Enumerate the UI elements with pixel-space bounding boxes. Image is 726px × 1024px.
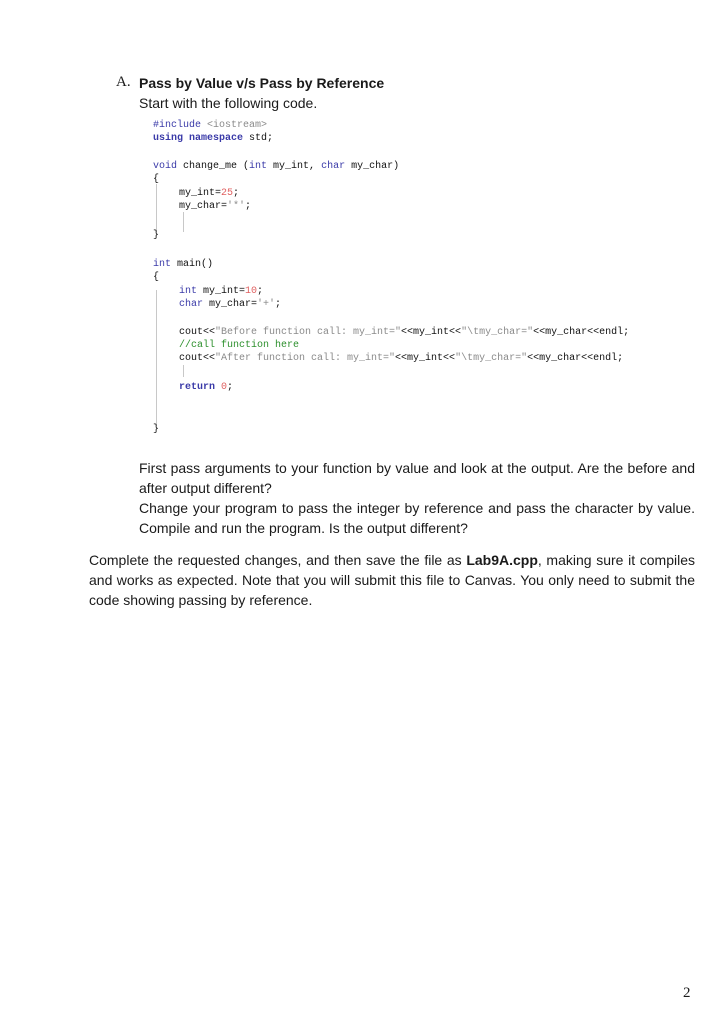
paragraph-pass-by-reference: Change your program to pass the integer by reference and pass the character by value. Compile and run the program. Is the output different? <box>139 500 695 536</box>
code-line-assign-int: my_int=25; <box>179 188 240 199</box>
code-line-close-brace: } <box>153 230 160 241</box>
paragraph-submission: Complete the requested changes, and then save the file as Lab9A.cpp, making sure it compiles and works as expected. Note that you will submit this file to Canvas. You only need to submit the code showing passing by reference. <box>89 552 695 608</box>
indent-guide <box>156 290 157 426</box>
section-letter: A. <box>116 74 131 90</box>
indent-guide <box>156 184 157 232</box>
code-line-using: using namespace std; <box>153 133 274 144</box>
code-line-main: int main() <box>153 259 214 270</box>
section-title: Pass by Value v/s Pass by Reference <box>139 75 385 91</box>
code-line-open-brace: { <box>153 272 160 283</box>
indent-guide <box>183 212 184 232</box>
filename: Lab9A.cpp <box>466 552 538 568</box>
code-line-close-brace: } <box>153 424 160 435</box>
page-number: 2 <box>683 985 691 1001</box>
code-line-assign-char: my_char='*'; <box>179 201 252 212</box>
code-line-comment: //call function here <box>179 340 300 351</box>
indent-guide <box>183 365 184 377</box>
code-line-include: #include <iostream> <box>153 120 268 131</box>
code-line-function-signature: void change_me (int my_int, char my_char) <box>153 161 400 172</box>
code-line-cout-after: cout<<"After function call: my_int="<<my_int<<"\tmy_char="<<my_char<<endl; <box>179 353 624 364</box>
intro-text: Start with the following code. <box>139 95 318 111</box>
code-line-return: return 0; <box>179 382 234 393</box>
code-snippet <box>153 120 713 440</box>
code-line-decl-int: int my_int=10; <box>179 286 264 297</box>
code-line-decl-char: char my_char='+'; <box>179 299 282 310</box>
code-line-cout-before: cout<<"Before function call: my_int="<<my_int<<"\tmy_char="<<my_char<<endl; <box>179 327 630 338</box>
paragraph-pass-by-value: First pass arguments to your function by value and look at the output. Are the before and after output different? <box>139 460 695 496</box>
code-line-open-brace: { <box>153 174 160 185</box>
